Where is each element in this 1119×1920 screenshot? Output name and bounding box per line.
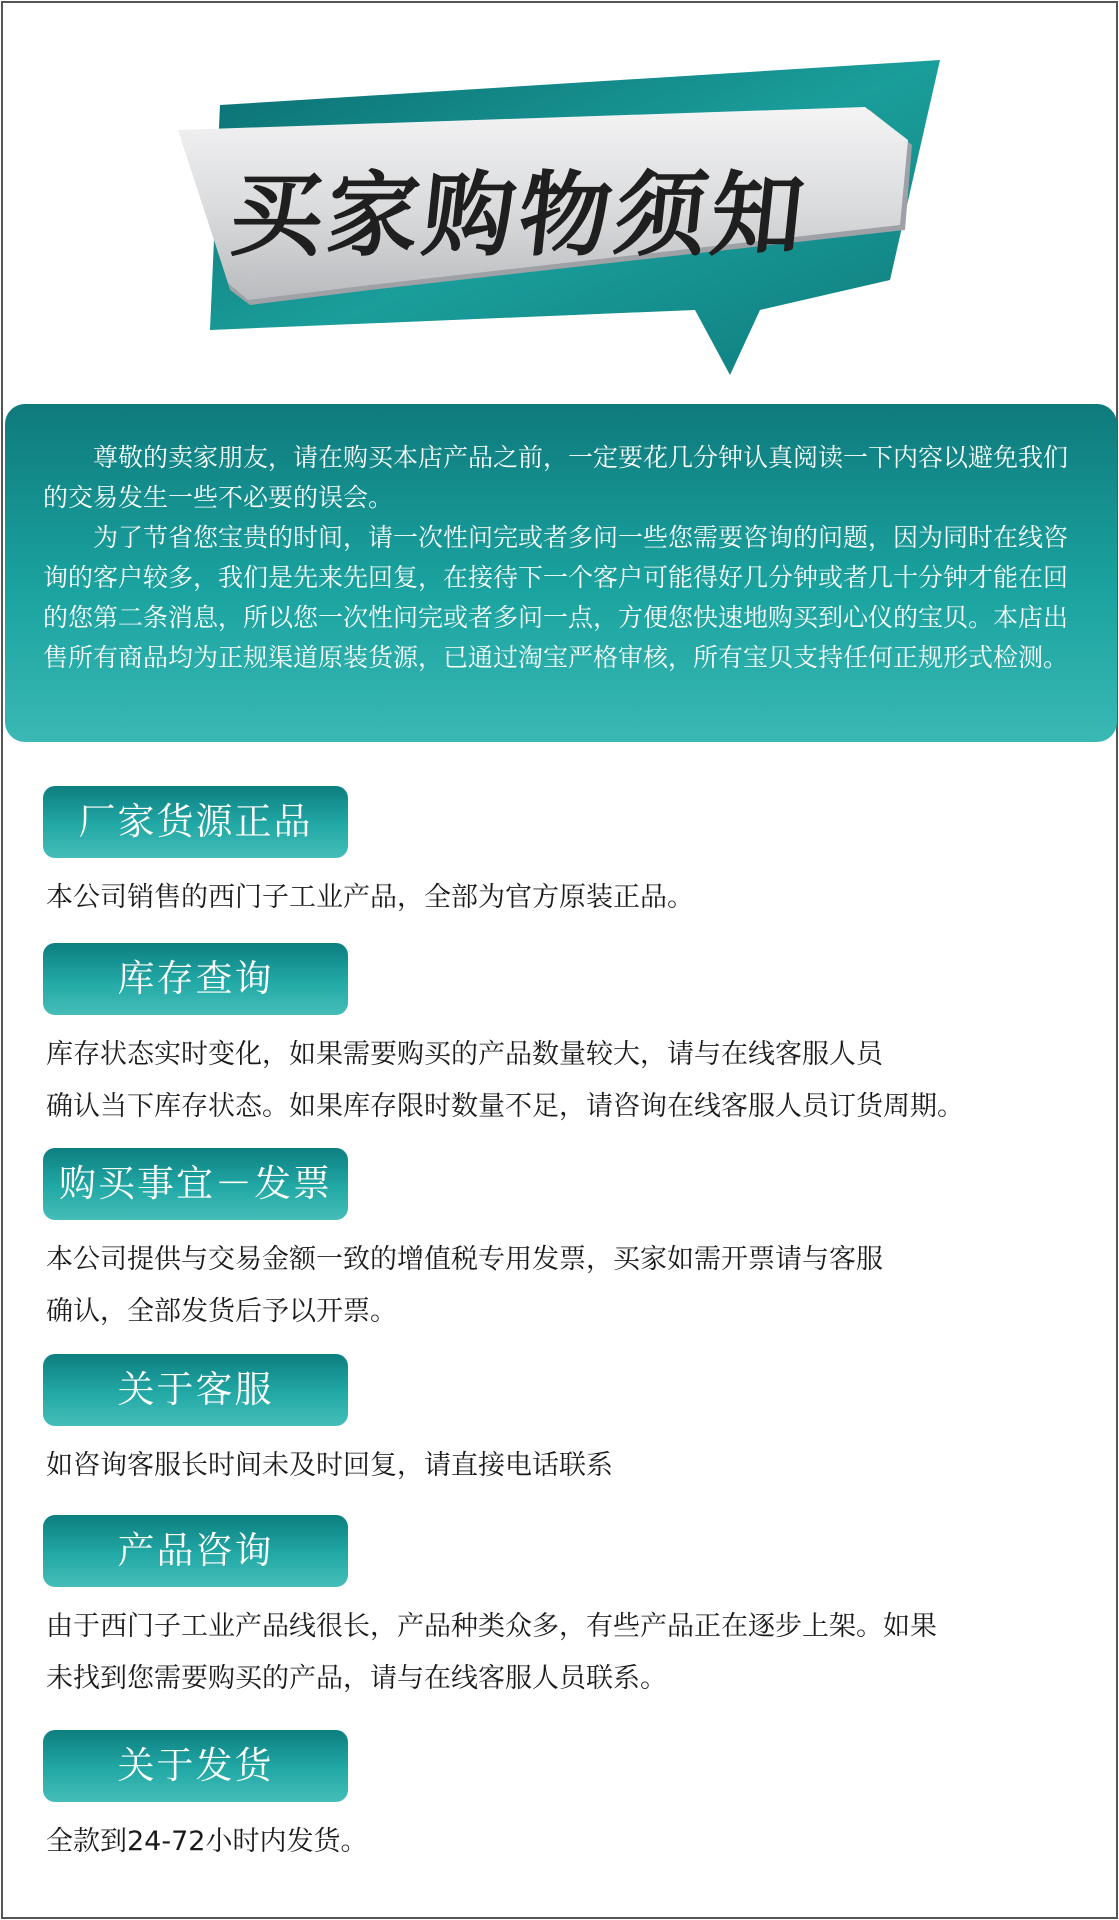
- section-body: [46, 1029, 1106, 1133]
- section-title: 库存查询: [43, 943, 348, 1015]
- section-line: 本公司提供与交易金额一致的增值税专用发票，买家如需开票请与客服: [46, 1244, 883, 1275]
- section-body: [46, 1440, 1106, 1492]
- section-line: 由于西门子工业产品线很长，产品种类众多，有些产品正在逐步上架。如果: [46, 1611, 937, 1642]
- section-title: 产品咨询: [43, 1515, 348, 1587]
- section-line: 未找到您需要购买的产品，请与在线客服人员联系。: [46, 1663, 667, 1694]
- intro-paragraph: 为了节省您宝贵的时间，请一次性问完或者多问一些您需要咨询的问题，因为同时在线咨询的客户较多，我们是先来先回复，在接待下一个客户可能得好几分钟或者几十分钟才能在回的您第二条消息，所以您一次性问完或者多问一点，方便您快速地购买到心仪的宝贝。本店出售所有商品均为正规渠道原装货源，已通过淘宝严格审核，所有宝贝支持任何正规形式检测。: [43, 523, 1069, 672]
- section-line: 如咨询客服长时间未及时回复，请直接电话联系: [46, 1450, 613, 1481]
- intro-panel: [5, 404, 1117, 742]
- section-body: [46, 1601, 1106, 1705]
- intro-paragraph: 尊敬的卖家朋友，请在购买本店产品之前，一定要花几分钟认真阅读一下内容以避免我们的交易发生一些不必要的误会。: [43, 443, 1069, 512]
- section-body: [46, 1234, 1106, 1338]
- section-line: 库存状态实时变化，如果需要购买的产品数量较大，请与在线客服人员: [46, 1039, 883, 1070]
- section-line: 确认，全部发货后予以开票。: [46, 1296, 397, 1327]
- section-title: 购买事宜－发票: [43, 1148, 348, 1220]
- section-title: 厂家货源正品: [43, 786, 348, 858]
- section-body: [46, 872, 1106, 924]
- banner-title: 买家购物须知: [225, 162, 813, 269]
- header-banner: [170, 55, 950, 385]
- section-line: 本公司销售的西门子工业产品，全部为官方原装正品。: [46, 882, 694, 913]
- section-title: 关于客服: [43, 1354, 348, 1426]
- section-line: 全款到24-72小时内发货。: [46, 1826, 368, 1857]
- section-line: 确认当下库存状态。如果库存限时数量不足，请咨询在线客服人员订货周期。: [46, 1091, 964, 1122]
- section-title: 关于发货: [43, 1730, 348, 1802]
- section-body: [46, 1816, 1106, 1868]
